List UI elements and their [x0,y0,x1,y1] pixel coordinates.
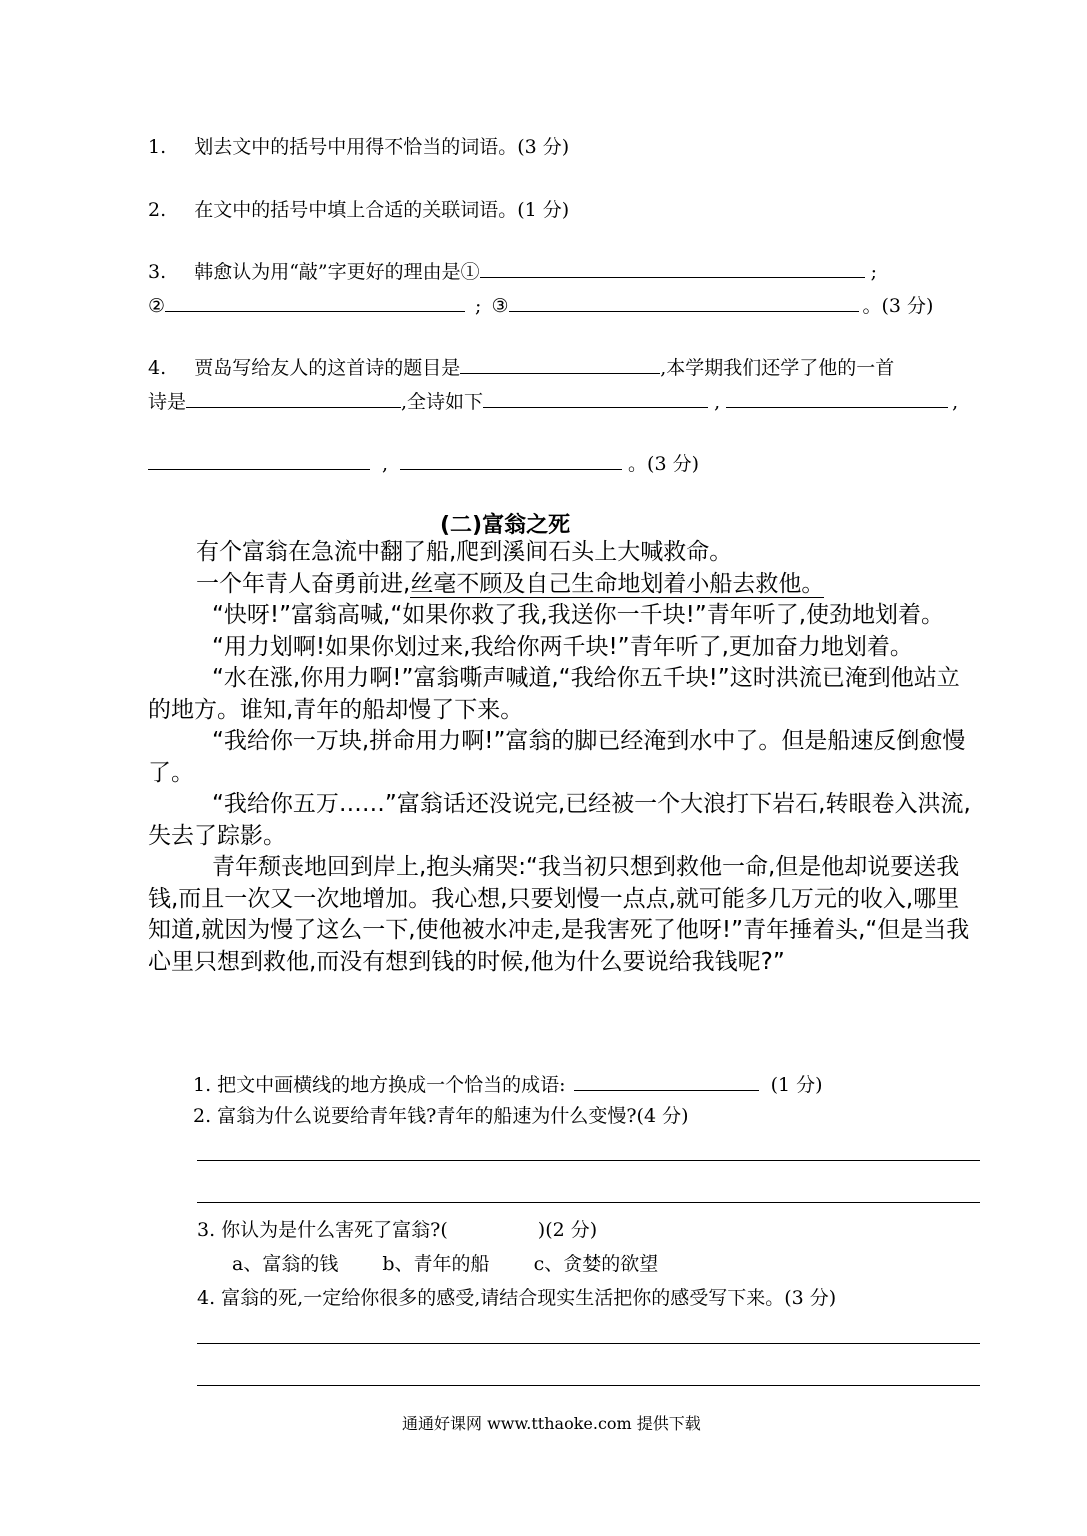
story-paragraph: “水在涨,你用力啊!”富翁嘶声喊道,“我给你五千块!”这时洪流已淹到他站立的地方。谁知,青年的船却慢了下来。 [148,665,960,723]
punctuation: ; [475,295,482,317]
story-question-3 [197,1215,597,1242]
question-4-line2 [148,387,958,414]
punctuation: ; [870,261,878,283]
answer-blank[interactable] [480,259,865,278]
answer-line[interactable] [197,1202,980,1203]
story-paragraph: “我给你五万……”富翁话还没说完,已经被一个大浪打下岩石,转眼卷入洪流,失去了踪影。 [148,791,971,849]
question-3-line2 [148,291,933,318]
answer-blank[interactable] [186,389,401,408]
question-text: ,全诗如下 [401,391,484,413]
story-question-4 [197,1283,836,1310]
question-number: 3. [148,261,167,283]
question-text: 4. 富翁的死,一定给你很多的感受,请结合现实生活把你的感受写下来。(3 分) [197,1287,837,1309]
question-text: 1. 把文中画横线的地方换成一个恰当的成语: [193,1074,566,1096]
answer-blank[interactable] [400,451,622,470]
story-paragraph: “用力划啊!如果你划过来,我给你两千块!”青年听了,更加奋力地划着。 [212,633,913,660]
question-4-line3 [148,449,699,476]
answer-line[interactable] [197,1385,980,1386]
story-question-2 [193,1101,689,1128]
circled-number: ② [148,295,166,317]
answer-blank[interactable] [165,293,465,312]
answer-blank[interactable] [509,293,859,312]
answer-blank[interactable] [574,1072,759,1091]
answer-line[interactable] [197,1160,980,1161]
answer-options [232,1249,658,1276]
question-text: 在文中的括号中填上合适的关联词语。(1 分) [194,199,570,221]
question-text: 韩愈认为用“敲”字更好的理由是① [194,261,480,283]
question-3 [148,257,877,284]
score-label: 。(3 分) [862,295,934,317]
underlined-phrase: 丝毫不顾及自己生命地划着小船去救他。 [410,570,825,597]
punctuation: , [714,391,721,413]
answer-line[interactable] [197,1343,980,1344]
answer-blank[interactable] [726,389,948,408]
question-number: 2. [148,199,167,221]
story-question-1 [193,1070,823,1097]
question-text: ,本学期我们还学了他的一首 [660,357,895,379]
question-text: 贾岛写给友人的这首诗的题目是 [194,357,461,379]
option-c[interactable]: c、贪婪的欲望 [533,1253,659,1275]
story-paragraph [148,569,980,601]
question-text: 3. 你认为是什么害死了富翁?( [197,1219,448,1241]
option-b[interactable]: b、青年的船 [382,1253,490,1275]
question-2 [148,195,569,222]
story-paragraph: 有个富翁在急流中翻了船,爬到溪间石头上大喊救命。 [196,539,733,565]
story-paragraph: 青年颓丧地回到岸上,抱头痛哭:“我当初只想到救他一命,但是他却说要送我钱,而且一次又一次地增加。我心想,只要划慢一点点,就可能多几万元的收入,哪里知道,就因为慢了这么一下,使他被水冲走,是我害死了他呀!”青年捶着头,“但是当我心里只想到救他,而没有想到钱的时候,他为什么要说给我钱呢?” [148,854,970,975]
punctuation: , [952,391,959,413]
question-text: 2. 富翁为什么说要给青年钱?青年的船速为什么变慢?(4 分) [193,1105,689,1127]
story-title: (二)富翁之死 [440,513,571,538]
question-1 [148,132,569,159]
score-label: 。(3 分) [628,453,700,475]
question-4 [148,353,894,380]
story-text: 一个年青人奋勇前进, [196,570,411,597]
circled-number: ③ [491,295,509,317]
score-label: (1 分) [770,1074,823,1096]
question-number: 1. [148,136,167,158]
score-label: )(2 分) [537,1219,598,1241]
question-text: 划去文中的括号中用得不恰当的词语。(3 分) [194,136,570,158]
punctuation: , [382,453,389,475]
footer-text: 通通好课网 www.tthaoke.com 提供下载 [402,1414,701,1433]
option-a[interactable]: a、富翁的钱 [232,1253,339,1275]
question-text: 诗是 [148,391,187,413]
question-number: 4. [148,357,167,379]
answer-blank[interactable] [148,451,370,470]
story-paragraph: “快呀!”富翁高喊,“如果你救了我,我送你一千块!”青年听了,使劲地划着。 [212,602,945,628]
story-paragraph: “我给你一万块,拼命用力啊!”富翁的脚已经淹到水中了。但是船速反倒愈慢了。 [148,728,966,786]
story-body [148,537,980,978]
answer-blank[interactable] [460,355,660,374]
answer-blank[interactable] [483,389,708,408]
